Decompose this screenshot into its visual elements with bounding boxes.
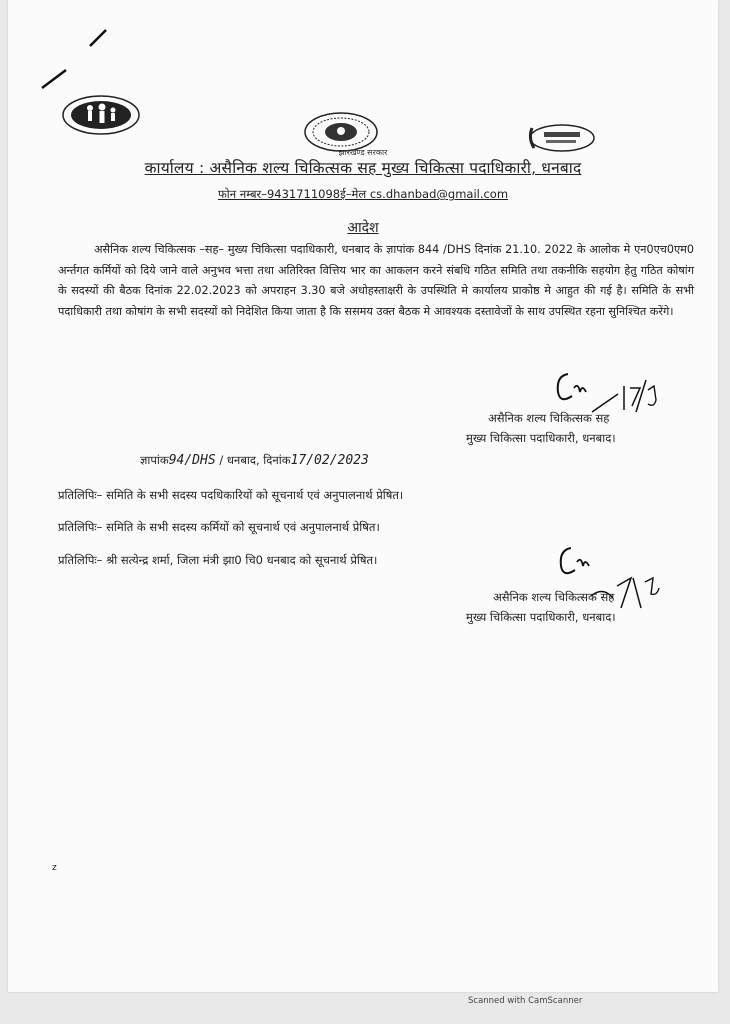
- scanner-watermark: Scanned with CamScanner: [468, 996, 583, 1006]
- memo-prefix: ज्ञापांक: [140, 453, 169, 467]
- memo-place: / धनबाद, दिनांक: [219, 453, 291, 467]
- signatory-title-line1: असैनिक शल्य चिकित्सक सह: [493, 590, 615, 604]
- office-title: कार्यालय : असैनिक शल्य चिकित्सक सह मुख्य चिकित्सा पदाधिकारी, धनबाद: [144, 159, 582, 177]
- order-heading: आदेश: [347, 220, 379, 236]
- copy-line: प्रतिलिपिः– श्री सत्येन्द्र शर्मा, जिला मंत्री झा0 चि0 धनबाद को सूचनार्थ प्रेषित।: [58, 553, 378, 567]
- govt-label: झारखण्ड सरकार: [338, 148, 388, 157]
- copy-line: प्रतिलिपिः– समिति के सभी सदस्य कर्मियों को सूचनार्थ एवं अनुपालनार्थ प्रेषित।: [58, 520, 380, 534]
- memo-number: 94/DHS: [168, 453, 216, 468]
- contact-line: फोन नम्बर–9431711098ई–मेल cs.dhanbad@gmail.com: [217, 187, 509, 201]
- memo-date: 17/02/2023: [290, 453, 369, 468]
- memo-line: [140, 453, 369, 468]
- nrhm-logo-icon: [60, 93, 142, 137]
- signatory-title-line2: मुख्य चिकित्सा पदाधिकारी, धनबाद।: [466, 431, 616, 445]
- document-page: [8, 0, 718, 992]
- stray-mark: z: [52, 863, 57, 873]
- copy-line: प्रतिलिपिः– समिति के सभी सदस्य पदधिकारियों को सूचनार्थ एवं अनुपालनार्थ प्रेषित।: [58, 488, 404, 502]
- order-body: असैनिक शल्य चिकित्सक –सह– मुख्य चिकित्सा पदाधिकारी, धनबाद के ज्ञापांक 844 /DHS दिनांक 21.10. 2022 के आलोक मे एन0एच0एम0 अर्न्तगत कर्मियों को दिये जाने वाले अनुभव भत्ता तथा अतिरिक्त वित्तिय भार का आकलन करने संबधि गठित समिति तथा तकनीकि सहयोग हेतु गठित कोषांग के सदस्यों की बैठक दिनांक 22.02.2023 को अपराहन 3.30 बजे अधोहस्ताक्षरी के उपस्थिति मे कार्यालय प्राकोष्ठ मे आहुत की गई है। समिति के सभी पदाधिकारी तथा कोषांग के सभी सदस्यों को निदेशित किया जाता है कि ससमय उक्त बैठक मे आवश्यक दस्तावेजों के साथ उपस्थित रहना सुनिश्चित करेंगे।: [58, 243, 694, 318]
- signatory-title-line1: असैनिक शल्य चिकित्सक सह: [488, 411, 610, 425]
- signatory-title-line2: मुख्य चिकित्सा पदाधिकारी, धनबाद।: [466, 610, 616, 624]
- pen-marks: [26, 20, 126, 100]
